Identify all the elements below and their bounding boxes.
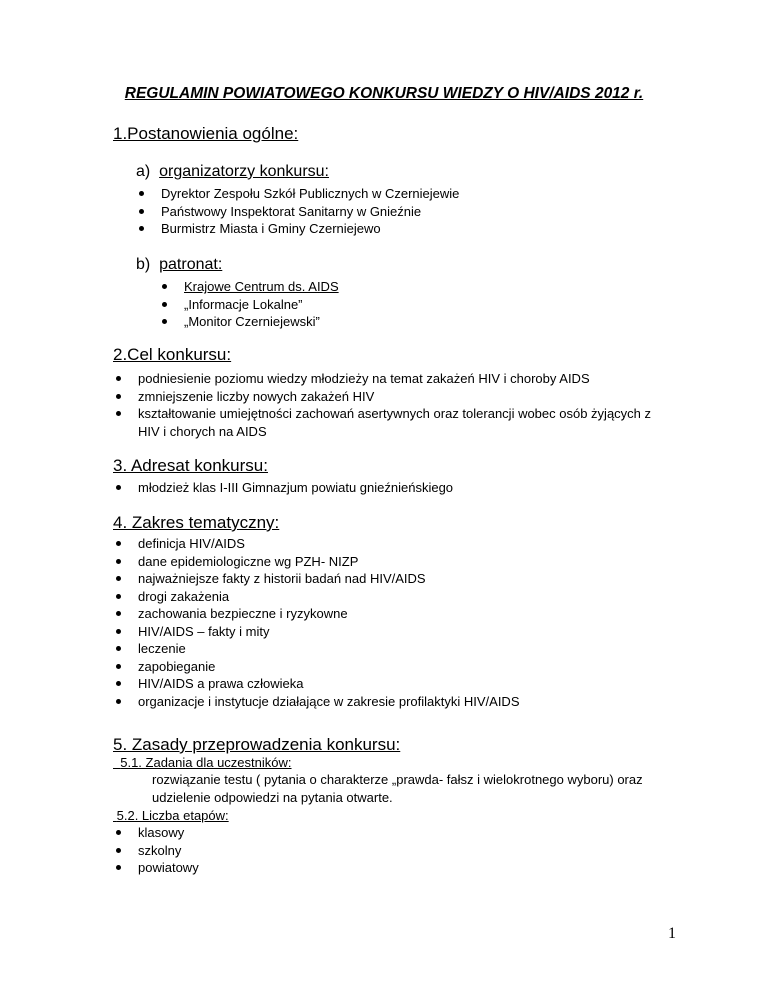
section-5-2-heading: 5.2. Liczba etapów: [116,808,229,823]
section-5-1-text: rozwiązanie testu ( pytania o charakterze „prawda- fałsz i wielokrotnego wyboru) oraz udzielenie odpowiedzi na pytania otwarte. [152,772,643,805]
list-item: HIV/AIDS a prawa człowieka [114,675,520,693]
section-1-heading: 1.Postanowienia ogólne: [113,124,299,143]
list-item: najważniejsze fakty z historii badań nad HIV/AIDS [114,570,520,588]
page-number: 1 [668,925,676,942]
list-item: Państwowy Inspektorat Sanitarny w Gnieźnie [137,203,459,221]
list-item: „Informacje Lokalne” [160,296,339,314]
list-item: drogi zakażenia [114,588,520,606]
document-title: REGULAMIN POWIATOWEGO KONKURSU WIEDZY O HIV/AIDS 2012 r. [124,85,644,102]
list-item: Dyrektor Zespołu Szkół Publicznych w Czerniejewie [137,185,459,203]
section-1a-heading [136,163,329,181]
section-1b-label: patronat: [159,256,223,273]
section-2-heading: 2.Cel konkursu: [113,345,232,364]
list-item: zapobieganie [114,658,520,676]
patronage-list [160,278,339,331]
list-item: młodzież klas I-III Gimnazjum powiatu gnieźnieńskiego [114,479,453,497]
list-item: „Monitor Czerniejewski” [160,313,339,331]
goals-list [114,370,674,440]
list-item: szkolny [114,842,199,860]
list-item: podniesienie poziomu wiedzy młodzieży na temat zakażeń HIV i choroby AIDS [114,370,674,388]
section-1b-prefix: b) [136,256,151,273]
section-4-heading: 4. Zakres tematyczny: [113,513,280,532]
audience-list [114,479,453,497]
list-item: dane epidemiologiczne wg PZH- NIZP [114,553,520,571]
list-item: Burmistrz Miasta i Gminy Czerniejewo [137,220,459,238]
section-1a-label: organizatorzy konkursu: [159,163,329,180]
section-1b-heading [136,256,222,274]
organizers-list [137,185,459,238]
list-item: organizacje i instytucje działające w zakresie profilaktyki HIV/AIDS [114,693,520,711]
list-item: HIV/AIDS – fakty i mity [114,623,520,641]
list-item: definicja HIV/AIDS [114,535,520,553]
list-item: Krajowe Centrum ds. AIDS [160,278,339,296]
list-item: leczenie [114,640,520,658]
section-3-heading: 3. Adresat konkursu: [113,456,268,475]
list-item: klasowy [114,824,199,842]
stages-list [114,824,199,877]
list-item: zmniejszenie liczby nowych zakażeń HIV [114,388,674,406]
list-item: zachowania bezpieczne i ryzykowne [114,605,520,623]
section-5-1-heading: 5.1. Zadania dla uczestników: [120,755,292,770]
list-item: kształtowanie umiejętności zachowań asertywnych oraz tolerancji wobec osób żyjących z HIV i chorych na AIDS [114,405,674,440]
list-item: powiatowy [114,859,199,877]
section-1a-prefix: a) [136,163,151,180]
section-5-heading: 5. Zasady przeprowadzenia konkursu: [113,735,401,754]
topics-list [114,535,520,710]
